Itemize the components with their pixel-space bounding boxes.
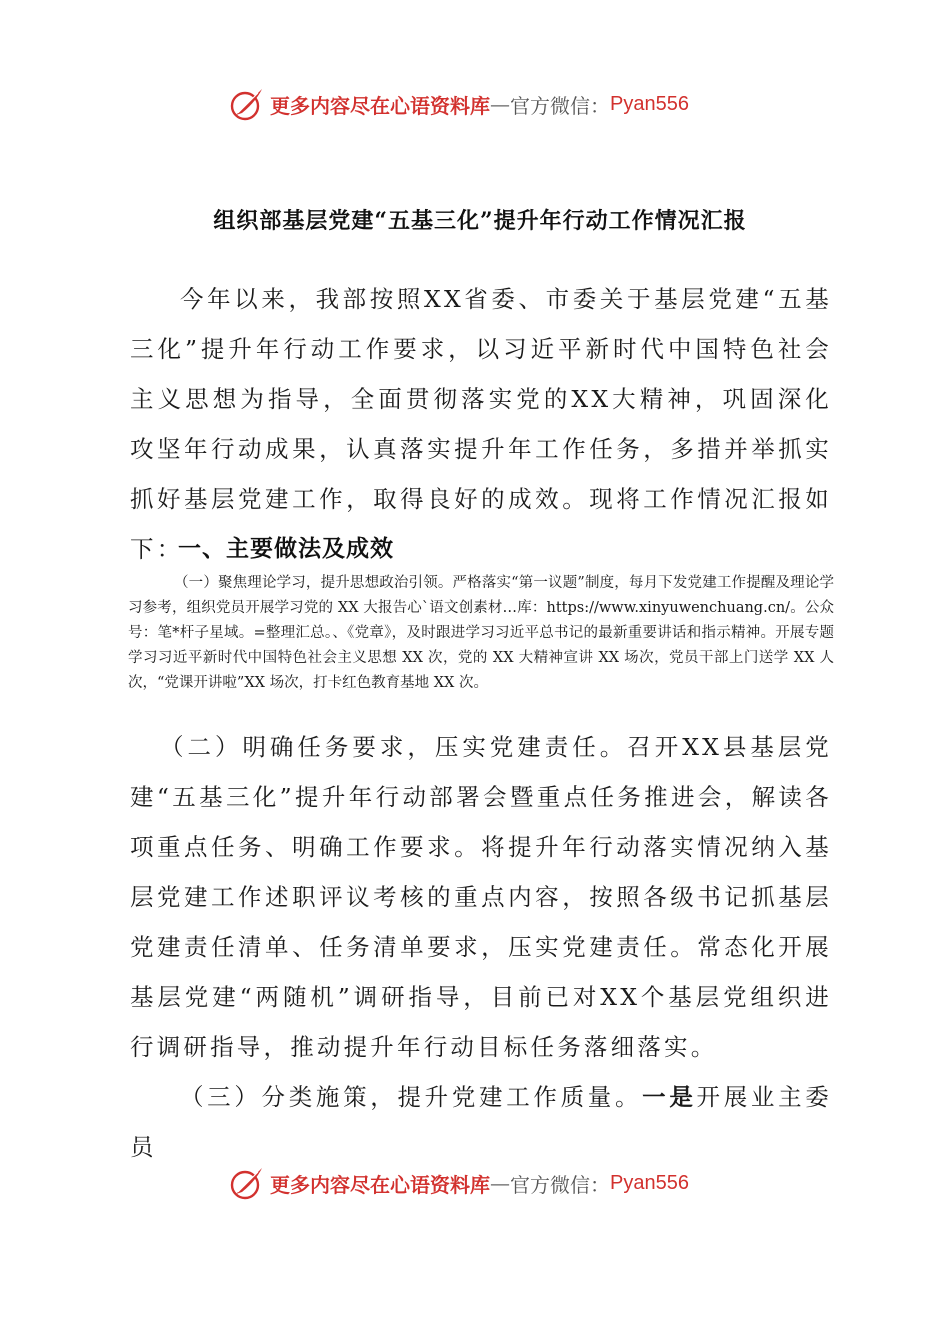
feather-logo-icon [228,1164,266,1202]
wechat-label: 官方微信： [510,1172,610,1197]
section-heading: 一、主要做法及成效 [178,535,394,562]
header-banner [228,84,728,124]
section-item-1: （一）聚焦理论学习，提升思想政治引领。严格落实“第一议题”制度，每月下发党建工作提醒及理论学习参考，组织党员开展学习党的 XX 大报告心`语文创素材…库：https://www.xinyuwenchuang.cn/。公众号：笔*杆子星域。=整理汇总。、《党章》，及时跟进学习习近平总书记的最新重要讲话和指示精神。开展专题学习习近平新时代中国特色社会主义思想 XX 次，党的 XX 大精神宣讲 XX 场次，党员干部上门送学 XX 人次，“党课开讲啦”XX 场次，打卡红色教育基地 XX 次。 [128,575,834,691]
section-item-3-prefix: （三）分类施策，提升党建工作质量。 [180,1083,643,1111]
footer-banner [228,1163,728,1203]
section-item-3-rest: 开展业主委员 [130,1083,832,1161]
section-item-3 [130,1072,832,1172]
site-name: 更多内容尽在心语资料库 [270,1172,490,1197]
feather-logo-icon [228,85,266,123]
intro-paragraph: 今年以来，我部按照XX省委、市委关于基层党建“五基三化”提升年行动工作要求，以习近平新时代中国特色社会主义思想为指导，全面贯彻落实党的XX大精神，巩固深化攻坚年行动成果，认真落实提升年工作任务，多措并举抓实抓好基层党建工作，取得良好的成效。现将工作情况汇报如下： [130,285,832,563]
banner-separator: — [490,1171,510,1195]
wechat-id: Pyan556 [610,92,689,115]
document-title: 组织部基层党建“五基三化”提升年行动工作情况汇报 [213,208,747,234]
site-name: 更多内容尽在心语资料库 [270,93,490,118]
wechat-label: 官方微信： [510,93,610,118]
section-item-2: （二）明确任务要求，压实党建责任。召开XX县基层党建“五基三化”提升年行动部署会暨重点任务推进会，解读各项重点任务、明确工作要求。将提升年行动落实情况纳入基层党建工作述职评议考核的重点内容，按照各级书记抓基层党建责任清单、任务清单要求，压实党建责任。常态化开展基层党建“两随机”调研指导，目前已对XX个基层党组织进行调研指导，推动提升年行动目标任务落细落实。 [130,733,832,1061]
section-item-3-bold: 一是 [642,1083,697,1111]
wechat-id: Pyan556 [610,1171,689,1194]
banner-separator: — [490,92,510,116]
